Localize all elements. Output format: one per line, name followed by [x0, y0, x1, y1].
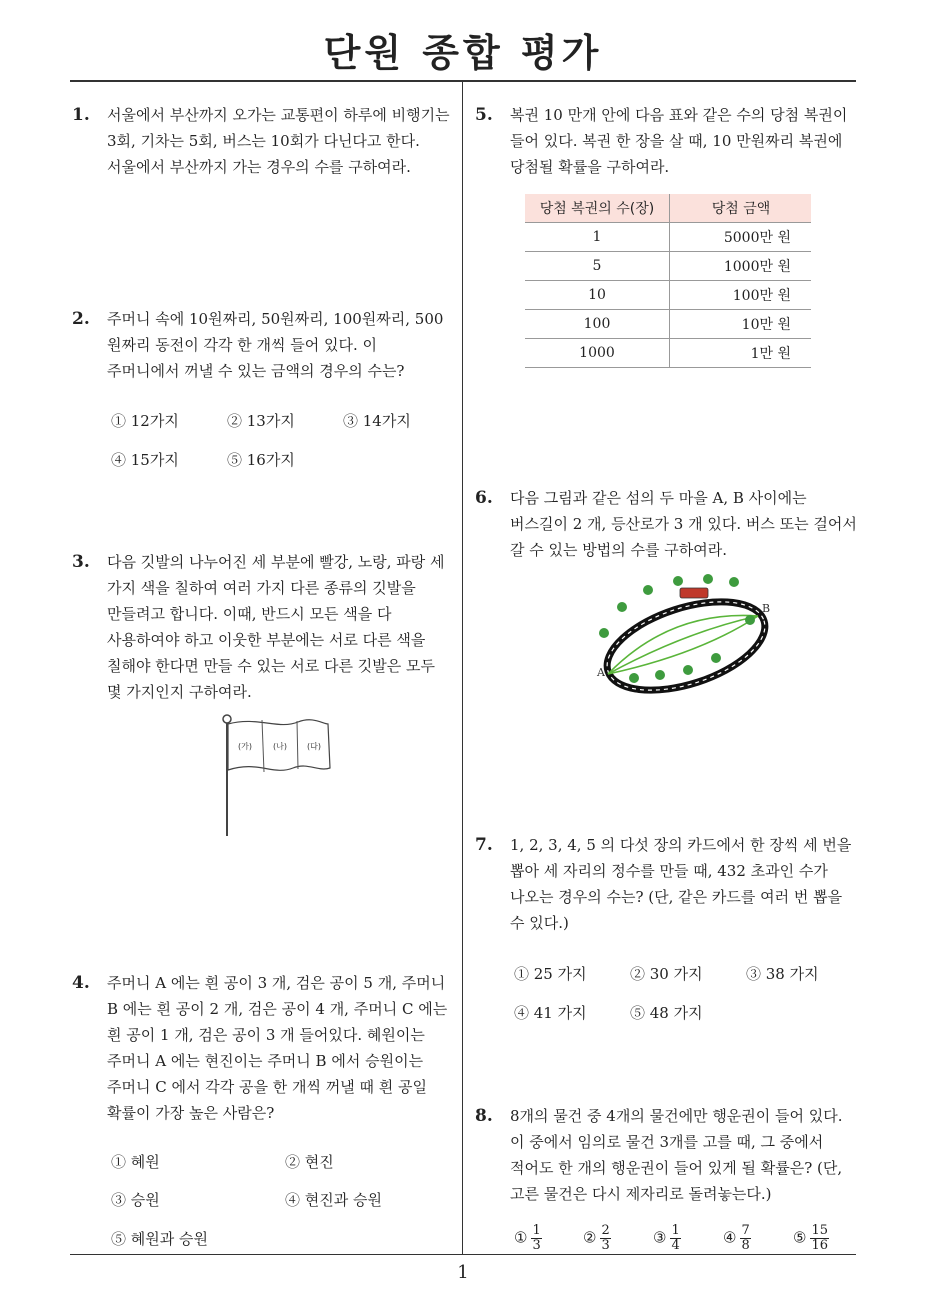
choice-5[interactable] [793, 1224, 829, 1253]
question-3 [72, 549, 457, 705]
prize-table [525, 194, 811, 368]
choice-5[interactable]: ⑤ 16가지 [227, 451, 295, 469]
choice-3[interactable]: ③ 승원 [111, 1191, 160, 1209]
numerator: 7 [741, 1223, 750, 1238]
page-title: 단원 종합 평가 [323, 31, 603, 75]
choice-mark: ③ [653, 1228, 667, 1247]
question-text: 주머니 A 에는 흰 공이 3 개, 검은 공이 5 개, 주머니 B 에는 흰 공이 2 개, 검은 공이 4 개, 주머니 C 에는 흰 공이 1 개, 검은 공이 3 개 들어있다. 혜원이는 주머니 A 에는 현진이는 주머니 B 에서 승원이는 주머니 C 에서 각각 공을 한 개씩 꺼낼 때 흰 공일 확률이 가장 높은 사람은? [107, 974, 448, 1122]
choice-2[interactable]: ② 현진 [285, 1153, 334, 1171]
denominator: 3 [601, 1238, 610, 1253]
table-header-row [525, 194, 811, 223]
question-number: 1. [72, 105, 90, 125]
table-cell: 5000만 원 [670, 223, 812, 252]
denominator: 16 [811, 1238, 828, 1253]
question-number: 7. [475, 835, 493, 855]
choice-4[interactable]: ④ 41 가지 [514, 1004, 587, 1022]
table-cell: 1만 원 [670, 339, 812, 368]
flag-label-c: (다) [307, 742, 321, 751]
question-4 [72, 970, 457, 1126]
question-6 [475, 485, 860, 563]
choice-2[interactable]: ② 13가지 [227, 412, 295, 430]
question-text: 8개의 물건 중 4개의 물건에만 행운권이 들어 있다. 이 중에서 임의로 물건 3개를 고를 때, 그 중에서 적어도 한 개의 행운권이 들어 있게 될 확률은? (단, 고른 물건은 다시 제자리로 돌려놓는다.) [510, 1107, 843, 1203]
question-text: 1, 2, 3, 4, 5 의 다섯 장의 카드에서 한 장씩 세 번을 뽑아 세 자리의 정수를 만들 때, 432 초과인 수가 나오는 경우의 수는? (단, 같은 카드를 여러 번 뽑을 수 있다.) [510, 836, 852, 932]
village-label-b: B [762, 602, 771, 615]
fraction [600, 1224, 610, 1253]
flag-label-b: (나) [273, 742, 287, 751]
choice-mark: ② [583, 1228, 597, 1247]
table-cell: 1 [525, 223, 670, 252]
table-row [525, 339, 811, 368]
table-row [525, 310, 811, 339]
table-cell: 1000 [525, 339, 670, 368]
table-row [525, 223, 811, 252]
numerator: 15 [811, 1223, 828, 1238]
fraction [810, 1224, 829, 1253]
choice-3[interactable]: ③ 38 가지 [746, 965, 819, 983]
choice-mark: ⑤ [793, 1228, 807, 1247]
table-cell: 100만 원 [670, 281, 812, 310]
table-cell: 1000만 원 [670, 252, 812, 281]
fraction [740, 1224, 750, 1253]
numerator: 1 [671, 1223, 680, 1238]
flag-label-a: (가) [238, 742, 252, 751]
village-label-a: A [597, 666, 605, 679]
question-8 [475, 1103, 860, 1207]
top-rule [70, 80, 856, 82]
question-text: 주머니 속에 10원짜리, 50원짜리, 100원짜리, 500 원짜리 동전이 각각 한 개씩 들어 있다. 이 주머니에서 꺼낼 수 있는 금액의 경우의 수는? [107, 310, 444, 380]
choice-5[interactable]: ⑤ 혜원과 승원 [111, 1230, 208, 1248]
choice-4[interactable]: ④ 현진과 승원 [285, 1191, 382, 1209]
choice-1[interactable]: ① 12가지 [111, 412, 179, 430]
choice-1[interactable] [514, 1224, 542, 1253]
choice-3[interactable]: ③ 14가지 [343, 412, 411, 430]
column-header: 당첨 금액 [670, 194, 812, 223]
choice-5[interactable]: ⑤ 48 가지 [630, 1004, 703, 1022]
table-cell: 10만 원 [670, 310, 812, 339]
fraction [670, 1224, 680, 1253]
numerator: 1 [532, 1223, 541, 1238]
question-7 [475, 832, 860, 936]
question-5 [475, 102, 860, 180]
question-number: 6. [475, 488, 493, 508]
question-2 [72, 306, 457, 384]
page-number: 1 [457, 1262, 469, 1283]
choice-mark: ① [514, 1228, 528, 1247]
question-number: 3. [72, 552, 90, 572]
table-cell: 10 [525, 281, 670, 310]
denominator: 8 [741, 1238, 750, 1253]
denominator: 3 [532, 1238, 541, 1253]
table-cell: 100 [525, 310, 670, 339]
denominator: 4 [671, 1238, 680, 1253]
choice-4[interactable]: ④ 15가지 [111, 451, 179, 469]
choice-1[interactable]: ① 혜원 [111, 1153, 160, 1171]
choice-1[interactable]: ① 25 가지 [514, 965, 587, 983]
question-number: 5. [475, 105, 493, 125]
island-map [590, 570, 780, 705]
fraction [531, 1224, 541, 1253]
choice-2[interactable]: ② 30 가지 [630, 965, 703, 983]
question-number: 8. [475, 1106, 493, 1126]
column-divider [462, 82, 463, 1254]
column-header: 당첨 복권의 수(장) [525, 194, 670, 223]
flag-pole-top [223, 715, 231, 723]
question-text: 다음 그림과 같은 섬의 두 마을 A, B 사이에는 버스길이 2 개, 등산로가 3 개 있다. 버스 또는 걸어서 갈 수 있는 방법의 수를 구하여라. [510, 489, 857, 559]
flag-figure [218, 712, 348, 842]
question-number: 2. [72, 309, 90, 329]
choice-4[interactable] [723, 1224, 751, 1253]
question-number: 4. [72, 973, 90, 993]
bottom-rule [70, 1254, 856, 1255]
choice-mark: ④ [723, 1228, 737, 1247]
numerator: 2 [601, 1223, 610, 1238]
table-cell: 5 [525, 252, 670, 281]
question-text: 복권 10 만개 안에 다음 표와 같은 수의 당첨 복권이 들어 있다. 복권 한 장을 살 때, 10 만원짜리 복권에 당첨될 확률을 구하여라. [510, 106, 848, 176]
choice-3[interactable] [653, 1224, 681, 1253]
choice-2[interactable] [583, 1224, 611, 1253]
table-row [525, 252, 811, 281]
question-text: 다음 깃발의 나누어진 세 부분에 빨강, 노랑, 파랑 세 가지 색을 칠하여 여러 가지 다른 종류의 깃발을 만들려고 합니다. 이때, 반드시 모든 색을 다 사용하여야 하고 이웃한 부분에는 서로 다른 색을 칠해야 한다면 만들 수 있는 서로 다른 깃발은 모두 몇 가지인지 구하여라. [107, 553, 445, 701]
question-text: 서울에서 부산까지 오가는 교통편이 하루에 비행기는 3회, 기차는 5회, 버스는 10회가 다닌다고 한다. 서울에서 부산까지 가는 경우의 수를 구하여라. [107, 106, 450, 176]
bus-icon [680, 588, 708, 598]
question-1 [72, 102, 457, 180]
table-row [525, 281, 811, 310]
